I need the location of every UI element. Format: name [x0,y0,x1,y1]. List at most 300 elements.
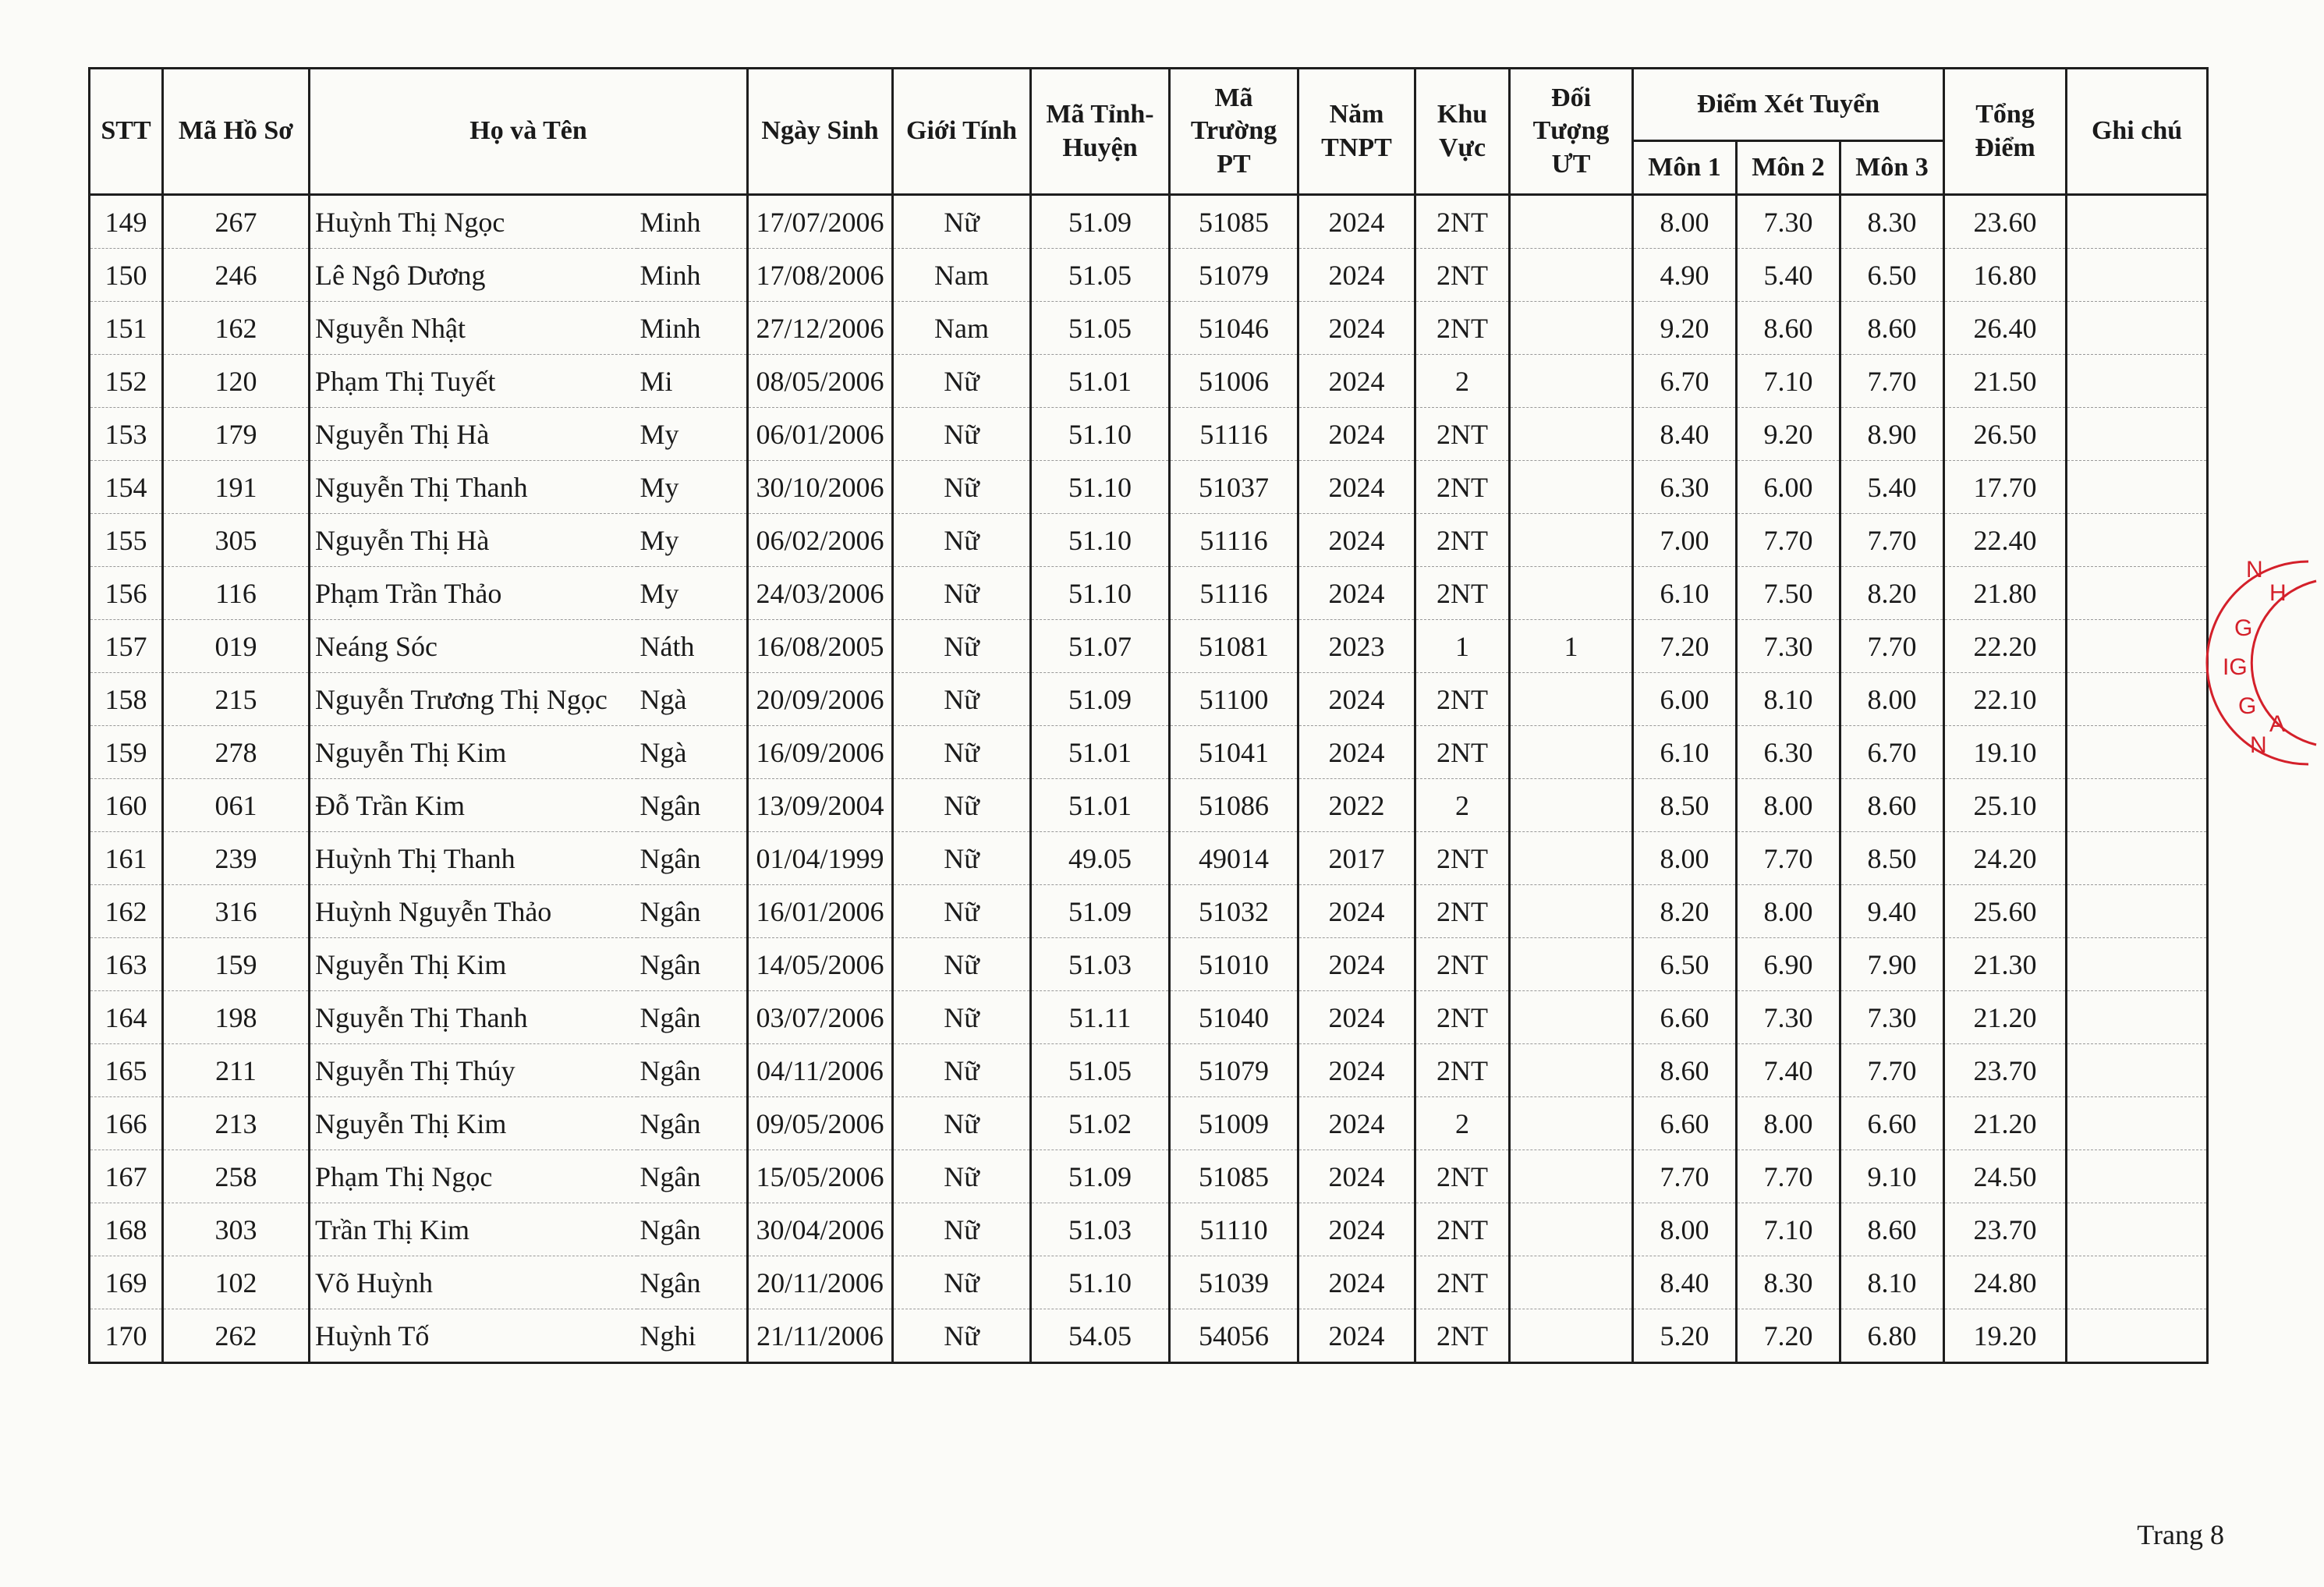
cell-ho: Phạm Thị Ngọc [310,1150,637,1203]
cell-ngay-sinh: 14/05/2006 [748,938,893,991]
cell-tong-diem: 16.80 [1944,249,2067,302]
cell-ma-truong: 51006 [1170,355,1298,408]
cell-mon-3: 9.40 [1840,885,1944,938]
cell-ma-tinh-huyen: 51.09 [1031,195,1170,249]
cell-ten: Ngân [637,779,748,832]
cell-mon-3: 8.50 [1840,832,1944,885]
cell-gioi-tinh: Nữ [893,1256,1031,1309]
cell-khu-vuc: 2NT [1415,302,1510,355]
cell-mon-2: 7.70 [1737,514,1840,567]
cell-mon-3: 7.70 [1840,1044,1944,1097]
cell-mon-3: 7.90 [1840,938,1944,991]
cell-doi-tuong [1510,1256,1633,1309]
cell-stt: 154 [90,461,163,514]
cell-ten: Ngân [637,1203,748,1256]
cell-doi-tuong [1510,195,1633,249]
cell-nam-tnpt: 2022 [1298,779,1415,832]
cell-ma-ho-so: 120 [163,355,310,408]
cell-khu-vuc: 2NT [1415,195,1510,249]
cell-stt: 160 [90,779,163,832]
cell-mon-2: 8.00 [1737,1097,1840,1150]
header-stt: STT [90,69,163,195]
cell-ghi-chu [2067,673,2208,726]
cell-ngay-sinh: 16/01/2006 [748,885,893,938]
cell-ten: Ngà [637,726,748,779]
cell-ghi-chu [2067,195,2208,249]
cell-ho: Nguyễn Nhật [310,302,637,355]
cell-mon-1: 8.40 [1633,408,1737,461]
cell-doi-tuong [1510,1309,1633,1363]
cell-ghi-chu [2067,779,2208,832]
cell-ho: Huỳnh Thị Thanh [310,832,637,885]
cell-mon-1: 4.90 [1633,249,1737,302]
cell-ngay-sinh: 20/11/2006 [748,1256,893,1309]
cell-ngay-sinh: 09/05/2006 [748,1097,893,1150]
cell-gioi-tinh: Nữ [893,726,1031,779]
cell-mon-1: 7.20 [1633,620,1737,673]
cell-khu-vuc: 2NT [1415,885,1510,938]
cell-ma-tinh-huyen: 51.09 [1031,1150,1170,1203]
table-row [90,408,2208,461]
cell-doi-tuong [1510,355,1633,408]
cell-ho: Nguyễn Thị Thanh [310,461,637,514]
cell-doi-tuong [1510,779,1633,832]
cell-ten: Ngân [637,1150,748,1203]
cell-ten: Ngà [637,673,748,726]
cell-ma-tinh-huyen: 51.09 [1031,885,1170,938]
cell-mon-2: 7.30 [1737,195,1840,249]
cell-khu-vuc: 2NT [1415,567,1510,620]
cell-ma-truong: 51085 [1170,195,1298,249]
cell-ma-tinh-huyen: 51.03 [1031,938,1170,991]
cell-mon-2: 7.10 [1737,1203,1840,1256]
cell-ghi-chu [2067,1256,2208,1309]
cell-khu-vuc: 2NT [1415,1256,1510,1309]
cell-ma-tinh-huyen: 51.05 [1031,1044,1170,1097]
table-row [90,461,2208,514]
cell-mon-3: 8.60 [1840,1203,1944,1256]
cell-mon-3: 8.90 [1840,408,1944,461]
cell-ho: Nguyễn Thị Kim [310,1097,637,1150]
cell-mon-2: 6.00 [1737,461,1840,514]
cell-ngay-sinh: 06/02/2006 [748,514,893,567]
cell-gioi-tinh: Nam [893,249,1031,302]
stamp-letter: N [2250,732,2267,758]
cell-ghi-chu [2067,832,2208,885]
table-row [90,514,2208,567]
cell-tong-diem: 21.20 [1944,991,2067,1044]
cell-ma-truong: 51081 [1170,620,1298,673]
table-row [90,355,2208,408]
cell-gioi-tinh: Nam [893,302,1031,355]
cell-nam-tnpt: 2024 [1298,673,1415,726]
cell-khu-vuc: 2NT [1415,461,1510,514]
cell-mon-1: 6.60 [1633,1097,1737,1150]
red-seal-stamp [2191,546,2324,780]
cell-ma-ho-so: 258 [163,1150,310,1203]
header-mon-3: Môn 3 [1840,141,1944,195]
cell-khu-vuc: 2NT [1415,673,1510,726]
cell-mon-3: 6.60 [1840,1097,1944,1150]
cell-ma-ho-so: 303 [163,1203,310,1256]
cell-gioi-tinh: Nữ [893,779,1031,832]
cell-tong-diem: 24.50 [1944,1150,2067,1203]
cell-stt: 163 [90,938,163,991]
cell-mon-3: 7.70 [1840,355,1944,408]
cell-mon-1: 6.30 [1633,461,1737,514]
cell-stt: 158 [90,673,163,726]
stamp-letter: N [2246,557,2263,583]
table-row [90,673,2208,726]
header-nam-tnpt: Năm TNPT [1298,69,1415,195]
cell-ghi-chu [2067,567,2208,620]
cell-mon-2: 7.10 [1737,355,1840,408]
cell-tong-diem: 21.20 [1944,1097,2067,1150]
cell-ma-ho-so: 191 [163,461,310,514]
cell-mon-1: 6.10 [1633,726,1737,779]
page-number: Trang 8 [2137,1519,2224,1550]
cell-khu-vuc: 2NT [1415,991,1510,1044]
cell-mon-1: 8.50 [1633,779,1737,832]
cell-ma-truong: 51032 [1170,885,1298,938]
header-tong-diem: Tổng Điểm [1944,69,2067,195]
stamp-letter: IG [2223,654,2248,680]
cell-ten: Ngân [637,991,748,1044]
cell-doi-tuong [1510,1044,1633,1097]
cell-ma-ho-so: 246 [163,249,310,302]
cell-mon-1: 6.50 [1633,938,1737,991]
cell-stt: 155 [90,514,163,567]
cell-mon-3: 8.10 [1840,1256,1944,1309]
cell-ten: Ngân [637,832,748,885]
cell-gioi-tinh: Nữ [893,567,1031,620]
table-row [90,832,2208,885]
cell-tong-diem: 24.20 [1944,832,2067,885]
cell-tong-diem: 23.60 [1944,195,2067,249]
cell-mon-3: 5.40 [1840,461,1944,514]
cell-gioi-tinh: Nữ [893,1150,1031,1203]
cell-ma-tinh-huyen: 51.11 [1031,991,1170,1044]
cell-tong-diem: 21.50 [1944,355,2067,408]
cell-mon-1: 6.60 [1633,991,1737,1044]
cell-ma-truong: 51040 [1170,991,1298,1044]
cell-khu-vuc: 2NT [1415,1203,1510,1256]
cell-ma-truong: 51086 [1170,779,1298,832]
cell-doi-tuong [1510,567,1633,620]
table-row [90,779,2208,832]
cell-ma-truong: 51110 [1170,1203,1298,1256]
table-row [90,938,2208,991]
cell-nam-tnpt: 2023 [1298,620,1415,673]
header-diem-xet-tuyen: Điểm Xét Tuyển [1633,69,1944,141]
cell-stt: 157 [90,620,163,673]
cell-ngay-sinh: 30/04/2006 [748,1203,893,1256]
cell-ma-ho-so: 019 [163,620,310,673]
cell-mon-3: 6.80 [1840,1309,1944,1363]
header-doi-tuong-ut: Đối Tượng ƯT [1510,69,1633,195]
cell-ten: My [637,408,748,461]
cell-ghi-chu [2067,514,2208,567]
cell-stt: 149 [90,195,163,249]
table-row [90,620,2208,673]
cell-ghi-chu [2067,938,2208,991]
cell-ngay-sinh: 27/12/2006 [748,302,893,355]
cell-ma-truong: 51079 [1170,1044,1298,1097]
table-row [90,885,2208,938]
cell-stt: 150 [90,249,163,302]
header-ngay-sinh: Ngày Sinh [748,69,893,195]
cell-mon-2: 7.70 [1737,1150,1840,1203]
stamp-letter: G [2234,615,2253,641]
cell-tong-diem: 19.10 [1944,726,2067,779]
cell-ma-truong: 51039 [1170,1256,1298,1309]
cell-ho: Nguyễn Thị Thúy [310,1044,637,1097]
cell-ngay-sinh: 08/05/2006 [748,355,893,408]
header-gioi-tinh: Giới Tính [893,69,1031,195]
cell-ho: Nguyễn Thị Kim [310,726,637,779]
cell-ten: Ngân [637,1044,748,1097]
table-row [90,302,2208,355]
cell-stt: 166 [90,1097,163,1150]
cell-ten: My [637,514,748,567]
cell-ten: Minh [637,302,748,355]
cell-ten: Ngân [637,938,748,991]
cell-mon-2: 8.00 [1737,779,1840,832]
cell-mon-3: 7.70 [1840,620,1944,673]
cell-mon-1: 8.20 [1633,885,1737,938]
cell-nam-tnpt: 2024 [1298,938,1415,991]
cell-doi-tuong [1510,991,1633,1044]
table-row [90,249,2208,302]
cell-ngay-sinh: 13/09/2004 [748,779,893,832]
cell-ngay-sinh: 15/05/2006 [748,1150,893,1203]
cell-ma-tinh-huyen: 51.03 [1031,1203,1170,1256]
cell-nam-tnpt: 2024 [1298,1150,1415,1203]
cell-nam-tnpt: 2024 [1298,726,1415,779]
cell-nam-tnpt: 2017 [1298,832,1415,885]
cell-ngay-sinh: 21/11/2006 [748,1309,893,1363]
cell-khu-vuc: 2NT [1415,408,1510,461]
cell-ghi-chu [2067,726,2208,779]
cell-ngay-sinh: 16/09/2006 [748,726,893,779]
cell-mon-3: 8.30 [1840,195,1944,249]
cell-ma-truong: 49014 [1170,832,1298,885]
cell-gioi-tinh: Nữ [893,991,1031,1044]
table-row [90,195,2208,249]
cell-stt: 170 [90,1309,163,1363]
cell-mon-3: 6.50 [1840,249,1944,302]
cell-ten: Ngân [637,1256,748,1309]
cell-ghi-chu [2067,620,2208,673]
cell-ghi-chu [2067,249,2208,302]
cell-ma-truong: 51116 [1170,567,1298,620]
cell-mon-2: 6.90 [1737,938,1840,991]
cell-gioi-tinh: Nữ [893,620,1031,673]
cell-ngay-sinh: 17/07/2006 [748,195,893,249]
cell-ngay-sinh: 04/11/2006 [748,1044,893,1097]
cell-ma-truong: 51116 [1170,514,1298,567]
cell-doi-tuong [1510,885,1633,938]
cell-mon-2: 7.40 [1737,1044,1840,1097]
cell-ten: Minh [637,195,748,249]
cell-gioi-tinh: Nữ [893,1203,1031,1256]
cell-nam-tnpt: 2024 [1298,1256,1415,1309]
cell-ghi-chu [2067,1203,2208,1256]
cell-doi-tuong [1510,938,1633,991]
cell-ma-truong: 51100 [1170,673,1298,726]
cell-nam-tnpt: 2024 [1298,1203,1415,1256]
cell-doi-tuong [1510,514,1633,567]
cell-ma-ho-so: 061 [163,779,310,832]
cell-khu-vuc: 2 [1415,1097,1510,1150]
cell-nam-tnpt: 2024 [1298,461,1415,514]
cell-ma-ho-so: 215 [163,673,310,726]
cell-khu-vuc: 2 [1415,779,1510,832]
cell-ho: Phạm Thị Tuyết [310,355,637,408]
cell-mon-1: 8.00 [1633,832,1737,885]
cell-stt: 169 [90,1256,163,1309]
cell-ten: Minh [637,249,748,302]
cell-ma-ho-so: 262 [163,1309,310,1363]
cell-ma-tinh-huyen: 51.10 [1031,514,1170,567]
cell-ho: Huỳnh Tố [310,1309,637,1363]
cell-ho: Nguyễn Thị Kim [310,938,637,991]
cell-gioi-tinh: Nữ [893,195,1031,249]
cell-ma-truong: 51085 [1170,1150,1298,1203]
cell-stt: 161 [90,832,163,885]
cell-gioi-tinh: Nữ [893,885,1031,938]
cell-ma-tinh-huyen: 51.10 [1031,461,1170,514]
cell-ma-ho-so: 305 [163,514,310,567]
cell-ghi-chu [2067,408,2208,461]
cell-ho: Nguyễn Thị Thanh [310,991,637,1044]
cell-gioi-tinh: Nữ [893,673,1031,726]
cell-mon-1: 8.00 [1633,195,1737,249]
cell-tong-diem: 25.10 [1944,779,2067,832]
cell-doi-tuong [1510,1097,1633,1150]
cell-doi-tuong [1510,249,1633,302]
header-mon-1: Môn 1 [1633,141,1737,195]
cell-khu-vuc: 1 [1415,620,1510,673]
cell-ma-ho-so: 267 [163,195,310,249]
cell-tong-diem: 22.40 [1944,514,2067,567]
cell-ngay-sinh: 06/01/2006 [748,408,893,461]
cell-mon-3: 7.30 [1840,991,1944,1044]
cell-ngay-sinh: 30/10/2006 [748,461,893,514]
cell-nam-tnpt: 2024 [1298,195,1415,249]
cell-tong-diem: 21.30 [1944,938,2067,991]
cell-gioi-tinh: Nữ [893,355,1031,408]
cell-gioi-tinh: Nữ [893,938,1031,991]
cell-khu-vuc: 2NT [1415,249,1510,302]
cell-gioi-tinh: Nữ [893,461,1031,514]
table-row [90,1097,2208,1150]
header-ghi-chu: Ghi chú [2067,69,2208,195]
header-khu-vuc: Khu Vực [1415,69,1510,195]
cell-ten: My [637,461,748,514]
cell-ma-truong: 51046 [1170,302,1298,355]
cell-ghi-chu [2067,355,2208,408]
cell-mon-1: 7.70 [1633,1150,1737,1203]
cell-stt: 165 [90,1044,163,1097]
cell-mon-2: 7.50 [1737,567,1840,620]
cell-gioi-tinh: Nữ [893,408,1031,461]
cell-ma-tinh-huyen: 51.07 [1031,620,1170,673]
cell-ma-tinh-huyen: 51.01 [1031,355,1170,408]
cell-mon-2: 7.30 [1737,991,1840,1044]
cell-ho: Nguyễn Thị Hà [310,514,637,567]
cell-ma-truong: 51009 [1170,1097,1298,1150]
cell-tong-diem: 21.80 [1944,567,2067,620]
cell-gioi-tinh: Nữ [893,1097,1031,1150]
cell-tong-diem: 23.70 [1944,1203,2067,1256]
cell-nam-tnpt: 2024 [1298,1097,1415,1150]
cell-stt: 152 [90,355,163,408]
cell-doi-tuong: 1 [1510,620,1633,673]
cell-stt: 156 [90,567,163,620]
cell-ma-tinh-huyen: 51.02 [1031,1097,1170,1150]
cell-mon-1: 9.20 [1633,302,1737,355]
header-ma-ho-so: Mã Hồ Sơ [163,69,310,195]
cell-ngay-sinh: 24/03/2006 [748,567,893,620]
cell-mon-2: 6.30 [1737,726,1840,779]
cell-gioi-tinh: Nữ [893,1309,1031,1363]
cell-mon-3: 8.60 [1840,779,1944,832]
cell-mon-2: 7.20 [1737,1309,1840,1363]
cell-ghi-chu [2067,1044,2208,1097]
cell-ma-truong: 51041 [1170,726,1298,779]
cell-khu-vuc: 2NT [1415,1150,1510,1203]
cell-gioi-tinh: Nữ [893,832,1031,885]
cell-mon-3: 8.60 [1840,302,1944,355]
table-row [90,1044,2208,1097]
cell-mon-2: 8.10 [1737,673,1840,726]
cell-mon-2: 8.00 [1737,885,1840,938]
cell-ma-tinh-huyen: 51.09 [1031,673,1170,726]
cell-ten: Náth [637,620,748,673]
cell-khu-vuc: 2NT [1415,726,1510,779]
cell-ma-tinh-huyen: 54.05 [1031,1309,1170,1363]
cell-ten: Ngân [637,1097,748,1150]
cell-nam-tnpt: 2024 [1298,885,1415,938]
cell-ho: Huỳnh Thị Ngọc [310,195,637,249]
cell-stt: 153 [90,408,163,461]
cell-mon-3: 8.20 [1840,567,1944,620]
table-row [90,1150,2208,1203]
cell-ten: Nghi [637,1309,748,1363]
cell-ma-ho-so: 316 [163,885,310,938]
table-row [90,1309,2208,1363]
cell-mon-2: 5.40 [1737,249,1840,302]
cell-mon-3: 9.10 [1840,1150,1944,1203]
header-ma-truong-pt: Mã Trường PT [1170,69,1298,195]
cell-nam-tnpt: 2024 [1298,567,1415,620]
cell-gioi-tinh: Nữ [893,514,1031,567]
cell-mon-1: 6.10 [1633,567,1737,620]
cell-mon-2: 9.20 [1737,408,1840,461]
cell-doi-tuong [1510,302,1633,355]
cell-mon-1: 8.60 [1633,1044,1737,1097]
cell-ghi-chu [2067,1097,2208,1150]
cell-ma-truong: 51037 [1170,461,1298,514]
cell-ma-ho-so: 198 [163,991,310,1044]
cell-doi-tuong [1510,1150,1633,1203]
cell-ho: Nguyễn Thị Hà [310,408,637,461]
cell-doi-tuong [1510,1203,1633,1256]
cell-ngay-sinh: 17/08/2006 [748,249,893,302]
cell-mon-3: 7.70 [1840,514,1944,567]
cell-mon-2: 7.30 [1737,620,1840,673]
